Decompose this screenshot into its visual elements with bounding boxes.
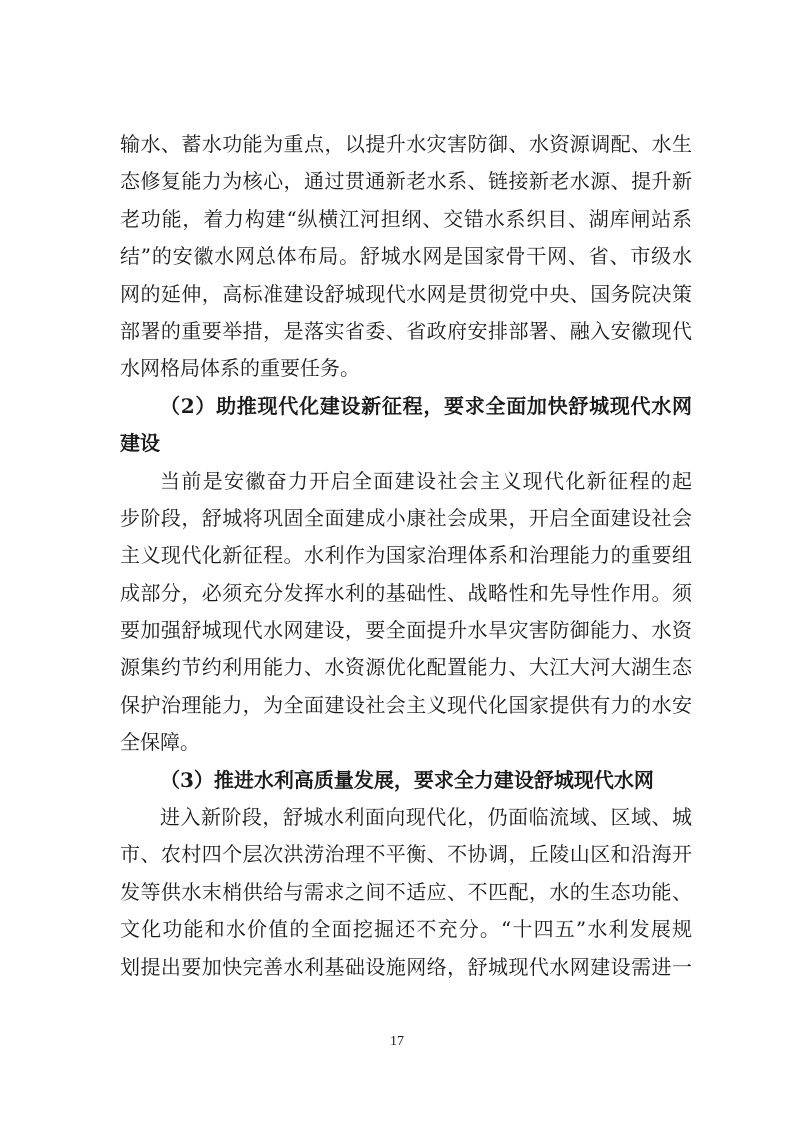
- paragraph: [120, 463, 692, 762]
- text-line: 进入新阶段，舒城水利面向现代化，仍面临流域、区域、城: [160, 805, 692, 830]
- heading-line: （2）助推现代化建设新征程，要求全面加快舒城现代水网: [160, 393, 692, 418]
- text-line: 成部分，必须充分发挥水利的基础性、战略性和先导性作用。须: [120, 580, 692, 605]
- paragraph: [120, 126, 692, 388]
- text-line: 网的延伸，高标准建设舒城现代水网是贯彻党中央、国务院决策: [120, 281, 692, 306]
- page-number: 17: [390, 1034, 404, 1049]
- text-line: 保护治理能力，为全面建设社会主义现代化国家提供有力的水安: [120, 692, 692, 717]
- text-line: 部署的重要举措，是落实省委、省政府安排部署、融入安徽现代: [120, 318, 692, 343]
- text-line: 划提出要加快完善水利基础设施网络，舒城现代水网建设需进一: [120, 954, 692, 979]
- text-line: 市、农村四个层次洪涝治理不平衡、不协调，丘陵山区和沿海开: [120, 842, 692, 867]
- text-line: 发等供水末梢供给与需求之间不适应、不匹配，水的生态功能、: [120, 879, 692, 904]
- text-line: 态修复能力为核心，通过贯通新老水系、链接新老水源、提升新: [120, 169, 692, 194]
- text-line: 输水、蓄水功能为重点，以提升水灾害防御、水资源调配、水生: [120, 132, 692, 156]
- heading-line: 建设: [120, 431, 160, 456]
- text-line: 步阶段，舒城将巩固全面建成小康社会成果，开启全面建设社会: [120, 505, 692, 530]
- text-line: 结”的安徽水网总体布局。舒城水网是国家骨干网、省、市级水: [120, 244, 692, 269]
- section-heading: [120, 388, 692, 463]
- paragraph: [120, 799, 692, 986]
- heading-line: （3）推进水利高质量发展，要求全力建设舒城现代水网: [160, 767, 654, 792]
- text-line: 文化功能和水价值的全面挖掘还不充分。“十四五”水利发展规: [120, 917, 692, 942]
- text-line: 全保障。: [120, 730, 200, 755]
- text-line: 源集约节约利用能力、水资源优化配置能力、大江大河大湖生态: [120, 655, 692, 680]
- text-line: 水网格局体系的重要任务。: [120, 356, 360, 381]
- text-line: 要加强舒城现代水网建设，要全面提升水旱灾害防御能力、水资: [120, 618, 692, 643]
- text-line: 主义现代化新征程。水利作为国家治理体系和治理能力的重要组: [120, 543, 692, 568]
- document-body: [120, 126, 692, 986]
- section-heading: [120, 762, 692, 799]
- text-line: 老功能，着力构建“纵横江河担纲、交错水系织目、湖库闸站系: [120, 206, 692, 231]
- text-line: 当前是安徽奋力开启全面建设社会主义现代化新征程的起: [160, 468, 692, 493]
